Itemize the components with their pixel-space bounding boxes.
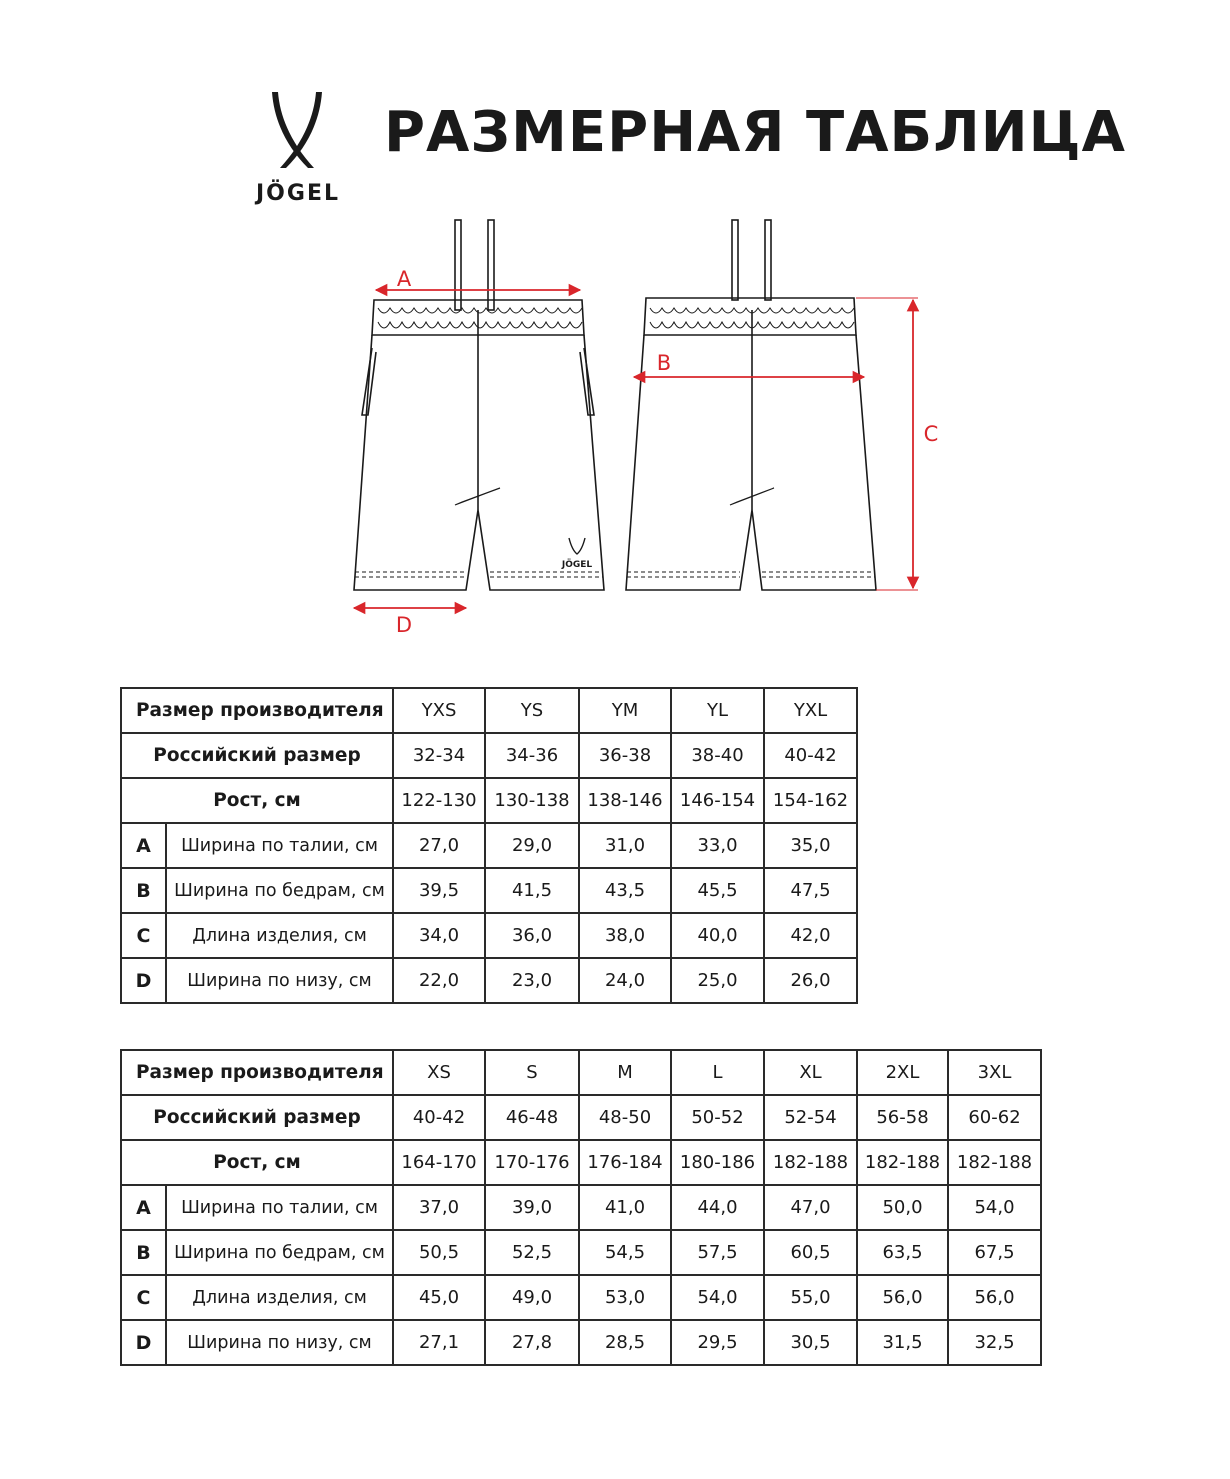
table-cell: 138-146 bbox=[579, 778, 671, 823]
table-cell: 43,5 bbox=[579, 868, 671, 913]
size-cell: XS bbox=[393, 1050, 485, 1095]
table-cell: 176-184 bbox=[579, 1140, 671, 1185]
size-cell: 2XL bbox=[857, 1050, 948, 1095]
table-row-height bbox=[121, 1140, 1041, 1185]
shorts-measurement-diagram bbox=[0, 200, 1230, 650]
table-cell: 25,0 bbox=[671, 958, 764, 1003]
table-cell: 57,5 bbox=[671, 1230, 764, 1275]
table-cell: 27,1 bbox=[393, 1320, 485, 1365]
table-cell: 54,5 bbox=[579, 1230, 671, 1275]
table-cell: 49,0 bbox=[485, 1275, 579, 1320]
table-cell: 34-36 bbox=[485, 733, 579, 778]
table-cell: 60-62 bbox=[948, 1095, 1041, 1140]
jogel-logo-icon bbox=[236, 88, 360, 208]
measure-c-label: C bbox=[923, 422, 939, 446]
size-cell: 3XL bbox=[948, 1050, 1041, 1095]
measure-letter: D bbox=[121, 958, 166, 1003]
table-cell: 130-138 bbox=[485, 778, 579, 823]
table-cell: 170-176 bbox=[485, 1140, 579, 1185]
brand-logo bbox=[236, 88, 360, 208]
table-row-measure-b bbox=[121, 1230, 1041, 1275]
table-cell: 56,0 bbox=[948, 1275, 1041, 1320]
table-cell: 52,5 bbox=[485, 1230, 579, 1275]
measure-name: Ширина по талии, см bbox=[166, 1185, 393, 1230]
table-cell: 34,0 bbox=[393, 913, 485, 958]
table-cell: 55,0 bbox=[764, 1275, 857, 1320]
table-cell: 22,0 bbox=[393, 958, 485, 1003]
table-cell: 38,0 bbox=[579, 913, 671, 958]
size-cell: YXL bbox=[764, 688, 857, 733]
size-cell: M bbox=[579, 1050, 671, 1095]
row-header: Рост, см bbox=[121, 778, 393, 823]
table-cell: 45,5 bbox=[671, 868, 764, 913]
measure-letter: A bbox=[121, 1185, 166, 1230]
table-cell: 26,0 bbox=[764, 958, 857, 1003]
table-cell: 40,0 bbox=[671, 913, 764, 958]
table-row-russian bbox=[121, 733, 857, 778]
table-cell: 56-58 bbox=[857, 1095, 948, 1140]
table-cell: 146-154 bbox=[671, 778, 764, 823]
table-cell: 24,0 bbox=[579, 958, 671, 1003]
table-cell: 54,0 bbox=[671, 1275, 764, 1320]
size-cell: YM bbox=[579, 688, 671, 733]
row-header: Российский размер bbox=[121, 1095, 393, 1140]
table-cell: 182-188 bbox=[764, 1140, 857, 1185]
table-cell: 47,5 bbox=[764, 868, 857, 913]
table-cell: 31,0 bbox=[579, 823, 671, 868]
table-row-height bbox=[121, 778, 857, 823]
table-row-manufacturer bbox=[121, 688, 857, 733]
measure-letter: C bbox=[121, 1275, 166, 1320]
row-header: Российский размер bbox=[121, 733, 393, 778]
table-row-russian bbox=[121, 1095, 1041, 1140]
shorts-back-view bbox=[626, 220, 876, 590]
measure-letter: A bbox=[121, 823, 166, 868]
measure-b-label: B bbox=[656, 351, 672, 375]
table-cell: 182-188 bbox=[857, 1140, 948, 1185]
table-cell: 52-54 bbox=[764, 1095, 857, 1140]
size-cell: YL bbox=[671, 688, 764, 733]
table-cell: 48-50 bbox=[579, 1095, 671, 1140]
table-cell: 30,5 bbox=[764, 1320, 857, 1365]
measure-a-label: A bbox=[396, 267, 412, 291]
measure-letter: B bbox=[121, 1230, 166, 1275]
table-row-measure-c bbox=[121, 913, 857, 958]
row-header: Размер производителя bbox=[121, 1050, 393, 1095]
table-cell: 38-40 bbox=[671, 733, 764, 778]
table-cell: 41,5 bbox=[485, 868, 579, 913]
table-cell: 32-34 bbox=[393, 733, 485, 778]
size-cell: L bbox=[671, 1050, 764, 1095]
table-cell: 29,0 bbox=[485, 823, 579, 868]
size-cell: XL bbox=[764, 1050, 857, 1095]
row-header: Размер производителя bbox=[121, 688, 393, 733]
table-row-manufacturer bbox=[121, 1050, 1041, 1095]
table-cell: 36-38 bbox=[579, 733, 671, 778]
table-cell: 31,5 bbox=[857, 1320, 948, 1365]
table-row-measure-d bbox=[121, 1320, 1041, 1365]
table-cell: 122-130 bbox=[393, 778, 485, 823]
table-cell: 27,8 bbox=[485, 1320, 579, 1365]
table-cell: 40-42 bbox=[764, 733, 857, 778]
table-cell: 41,0 bbox=[579, 1185, 671, 1230]
table-row-measure-a bbox=[121, 823, 857, 868]
table-cell: 50-52 bbox=[671, 1095, 764, 1140]
table-cell: 164-170 bbox=[393, 1140, 485, 1185]
table-cell: 29,5 bbox=[671, 1320, 764, 1365]
table-cell: 39,5 bbox=[393, 868, 485, 913]
table-cell: 28,5 bbox=[579, 1320, 671, 1365]
size-table-adult bbox=[120, 1049, 1042, 1366]
measure-name: Ширина по талии, см bbox=[166, 823, 393, 868]
measure-name: Длина изделия, см bbox=[166, 1275, 393, 1320]
measure-letter: B bbox=[121, 868, 166, 913]
table-cell: 46-48 bbox=[485, 1095, 579, 1140]
table-cell: 27,0 bbox=[393, 823, 485, 868]
measure-letter: C bbox=[121, 913, 166, 958]
table-row-measure-b bbox=[121, 868, 857, 913]
measure-name: Ширина по низу, см bbox=[166, 958, 393, 1003]
table-cell: 23,0 bbox=[485, 958, 579, 1003]
table-cell: 45,0 bbox=[393, 1275, 485, 1320]
size-table-youth bbox=[120, 687, 858, 1004]
table-cell: 39,0 bbox=[485, 1185, 579, 1230]
table-row-measure-c bbox=[121, 1275, 1041, 1320]
table-cell: 56,0 bbox=[857, 1275, 948, 1320]
size-cell: YS bbox=[485, 688, 579, 733]
table-cell: 63,5 bbox=[857, 1230, 948, 1275]
table-cell: 42,0 bbox=[764, 913, 857, 958]
table-cell: 32,5 bbox=[948, 1320, 1041, 1365]
table-cell: 40-42 bbox=[393, 1095, 485, 1140]
measure-name: Ширина по низу, см bbox=[166, 1320, 393, 1365]
measure-d-label: D bbox=[395, 613, 413, 637]
measure-name: Длина изделия, см bbox=[166, 913, 393, 958]
table-cell: 67,5 bbox=[948, 1230, 1041, 1275]
page-title: РАЗМЕРНАЯ ТАБЛИЦА bbox=[384, 100, 1126, 165]
table-cell: 35,0 bbox=[764, 823, 857, 868]
shorts-front-view bbox=[354, 220, 604, 590]
measure-name: Ширина по бедрам, см bbox=[166, 868, 393, 913]
size-cell: S bbox=[485, 1050, 579, 1095]
table-cell: 60,5 bbox=[764, 1230, 857, 1275]
table-cell: 44,0 bbox=[671, 1185, 764, 1230]
table-cell: 33,0 bbox=[671, 823, 764, 868]
table-cell: 50,0 bbox=[857, 1185, 948, 1230]
table-cell: 36,0 bbox=[485, 913, 579, 958]
brand-name: JÖGEL bbox=[256, 181, 340, 206]
table-cell: 180-186 bbox=[671, 1140, 764, 1185]
table-cell: 37,0 bbox=[393, 1185, 485, 1230]
table-cell: 154-162 bbox=[764, 778, 857, 823]
table-cell: 53,0 bbox=[579, 1275, 671, 1320]
measure-name: Ширина по бедрам, см bbox=[166, 1230, 393, 1275]
table-row-measure-d bbox=[121, 958, 857, 1003]
size-cell: YXS bbox=[393, 688, 485, 733]
row-header: Рост, см bbox=[121, 1140, 393, 1185]
table-cell: 182-188 bbox=[948, 1140, 1041, 1185]
table-cell: 47,0 bbox=[764, 1185, 857, 1230]
table-cell: 50,5 bbox=[393, 1230, 485, 1275]
measure-letter: D bbox=[121, 1320, 166, 1365]
table-cell: 54,0 bbox=[948, 1185, 1041, 1230]
table-row-measure-a bbox=[121, 1185, 1041, 1230]
brand-name-small: JÖGEL bbox=[561, 560, 593, 570]
